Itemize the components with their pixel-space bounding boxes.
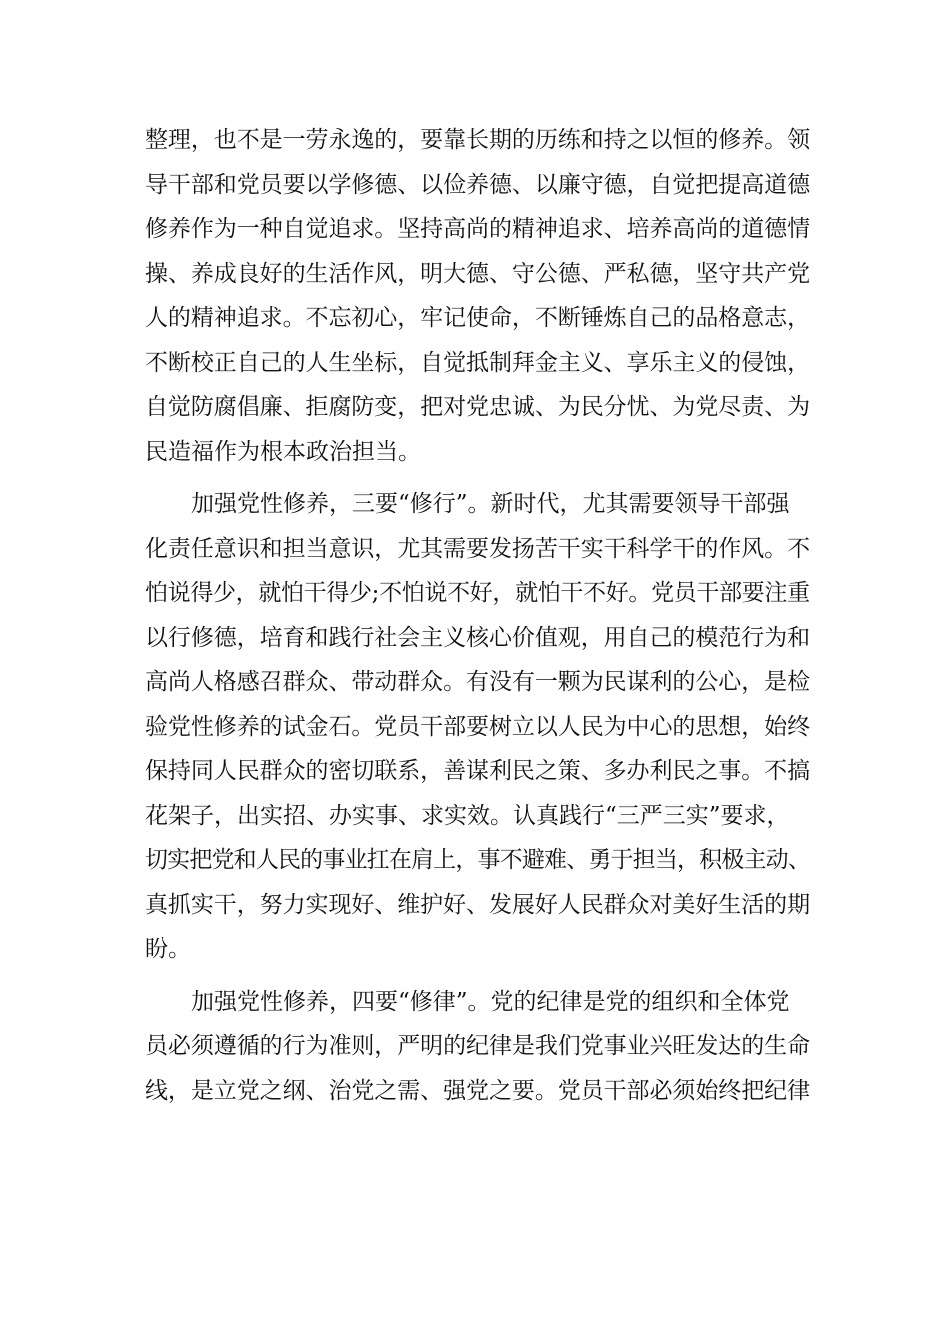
text-line: 修养作为一种自觉追求。坚持高尚的精神追求、培养高尚的道德情 xyxy=(145,216,811,242)
text-line: 高尚人格感召群众、带动群众。有没有一颗为民谋利的公心，是检 xyxy=(145,669,811,695)
text-line: 自觉防腐倡廉、拒腐防变，把对党忠诚、为民分忧、为党尽责、为 xyxy=(145,394,811,420)
text-line: 怕说得少，就怕干得少;不怕说不好，就怕干不好。党员干部要注重 xyxy=(145,580,810,606)
text-line: 导干部和党员要以学修德、以俭养德、以廉守德，自觉把提高道德 xyxy=(145,171,811,198)
text-line: 盼。 xyxy=(145,936,191,962)
paragraph-gap xyxy=(145,972,810,980)
text-line: 花架子，出实招、办实事、求实效。认真践行“三严三实”要求， xyxy=(145,802,790,829)
text-line: 验党性修养的试金石。党员干部要树立以人民为中心的思想，始终 xyxy=(145,713,811,740)
text-line: 化责任意识和担当意识，尤其需要发扬苦干实干科学干的作风。不 xyxy=(145,535,811,562)
paragraph xyxy=(145,482,810,972)
paragraph-gap xyxy=(145,474,810,482)
text-line: 线，是立党之纲、治党之需、强党之要。党员干部必须始终把纪律 xyxy=(145,1077,811,1104)
text-line: 切实把党和人民的事业扛在肩上，事不避难、勇于担当，积极主动、 xyxy=(145,847,811,873)
text-line: 员必须遵循的行为准则，严明的纪律是我们党事业兴旺发达的生命 xyxy=(145,1033,811,1059)
text-line: 不断校正自己的人生坐标，自觉抵制拜金主义、享乐主义的侵蚀， xyxy=(145,349,811,376)
paragraph xyxy=(145,118,810,474)
text-line: 保持同人民群众的密切联系，善谋利民之策、多办利民之事。不搞 xyxy=(145,758,811,784)
text-line: 整理，也不是一劳永逸的，要靠长期的历练和持之以恒的修养。领 xyxy=(145,127,811,153)
paragraph xyxy=(145,980,810,1114)
text-line: 加强党性修养，三要“修行”。新时代，尤其需要领导干部强 xyxy=(191,491,790,517)
text-line: 人的精神追求。不忘初心，牢记使命，不断锤炼自己的品格意志， xyxy=(145,305,811,331)
text-line: 加强党性修养，四要“修律”。党的纪律是党的组织和全体党 xyxy=(191,988,790,1015)
text-line: 真抓实干，努力实现好、维护好、发展好人民群众对美好生活的期 xyxy=(145,891,811,918)
text-line: 操、养成良好的生活作风，明大德、守公德、严私德，坚守共产党 xyxy=(145,260,811,287)
text-line: 民造福作为根本政治担当。 xyxy=(145,438,421,465)
text-line: 以行修德，培育和践行社会主义核心价值观，用自己的模范行为和 xyxy=(145,624,811,651)
document-body xyxy=(145,118,810,1113)
